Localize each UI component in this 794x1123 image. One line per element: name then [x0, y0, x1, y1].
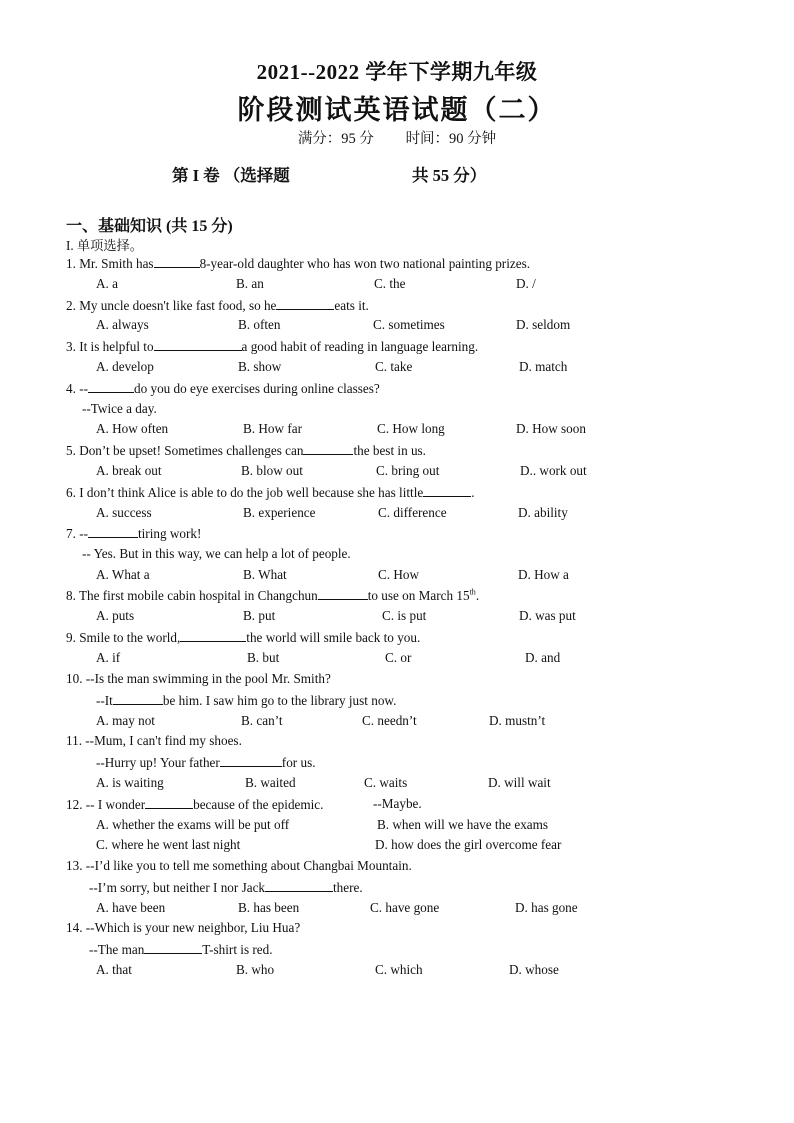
option-b: B. show: [238, 359, 282, 374]
option-c: C. waits: [364, 775, 408, 790]
option-a: A. always: [96, 317, 149, 332]
option-b: B. What: [243, 567, 287, 582]
option-c: C. How: [378, 567, 420, 582]
option-b: B. can’t: [241, 713, 283, 728]
exam-meta: [0, 127, 794, 148]
option-c: C. have gone: [370, 900, 440, 915]
option-b: B. blow out: [241, 463, 303, 478]
option-c: C. or: [385, 650, 412, 665]
option-b: B. waited: [245, 775, 296, 790]
question-11: 11. --Mum, I can't find my shoes.: [66, 733, 242, 748]
question-12-response: --Maybe.: [373, 796, 422, 811]
option-d: D. how does the girl overcome fear: [375, 837, 562, 852]
question-2: 2. My uncle doesn't like fast food, so he eats it.: [66, 298, 369, 313]
exam-time: 时间：90 分钟: [405, 131, 497, 147]
part-total: 共 55 分）: [412, 166, 487, 185]
option-a: A. puts: [96, 608, 135, 623]
question-3: 3. It is helpful to a good habit of reading in language learning.: [66, 339, 479, 354]
question-10-response: --It be him. I saw him go to the library just now.: [96, 693, 397, 708]
option-b: B. How far: [243, 421, 302, 436]
option-b: B. an: [236, 276, 264, 291]
option-d: D. How soon: [516, 421, 586, 436]
question-11-response: --Hurry up! Your father for us.: [96, 755, 316, 770]
question-7: 7. -- tiring work!: [66, 526, 202, 541]
option-c: C. which: [375, 962, 423, 977]
answer-blank: [423, 484, 471, 497]
question-4-response: --Twice a day.: [82, 401, 157, 416]
answer-blank: [145, 796, 193, 809]
option-d: D. and: [525, 650, 561, 665]
option-a: A. may not: [96, 713, 155, 728]
option-a: A. is waiting: [96, 775, 164, 790]
option-d: D. whose: [509, 962, 559, 977]
question-13: 13. --I’d like you to tell me something about Changbai Mountain.: [66, 858, 412, 873]
question-13-response: --I’m sorry, but neither I nor Jack there.: [89, 880, 363, 895]
option-c: C. take: [375, 359, 413, 374]
option-d: D. match: [519, 359, 568, 374]
option-d: D. seldom: [516, 317, 571, 332]
option-a: A. whether the exams will be put off: [96, 817, 290, 832]
answer-blank: [154, 255, 200, 268]
answer-blank: [88, 525, 138, 538]
option-d: D. /: [516, 276, 536, 291]
option-b: B. experience: [243, 505, 316, 520]
option-c: C. is put: [382, 608, 427, 623]
section-subtitle: I. 单项选择。: [66, 238, 143, 253]
question-10: 10. --Is the man swimming in the pool Mr. Smith?: [66, 671, 331, 686]
option-d: D.. work out: [520, 463, 587, 478]
option-b: B. when will we have the exams: [377, 817, 549, 832]
option-a: A. success: [96, 505, 152, 520]
exam-title-line2: 阶段测试英语试题（二）: [237, 95, 557, 125]
option-c: C. How long: [377, 421, 445, 436]
question-12: 12. -- I wonder because of the epidemic.: [66, 797, 324, 812]
option-b: B. put: [243, 608, 276, 623]
answer-blank: [113, 692, 163, 705]
question-4: 4. -- do you do eye exercises during online classes?: [66, 381, 380, 396]
option-b: B. has been: [238, 900, 300, 915]
option-b: B. but: [247, 650, 280, 665]
option-d: D. has gone: [515, 900, 578, 915]
full-score: 满分：95 分: [297, 131, 374, 147]
option-a: A. How often: [96, 421, 169, 436]
part-label: 第 I 卷 （选择题: [172, 166, 290, 185]
question-1: 1. Mr. Smith has 8-year-old daughter who has won two national painting prizes.: [66, 256, 530, 271]
question-8: 8. The first mobile cabin hospital in Changchun to use on March 15th.: [66, 587, 480, 603]
option-a: A. What a: [96, 567, 150, 582]
answer-blank: [180, 629, 246, 642]
option-a: A. have been: [96, 900, 166, 915]
question-5: 5. Don’t be upset! Sometimes challenges can the best in us.: [66, 443, 426, 458]
option-d: D. will wait: [488, 775, 551, 790]
answer-blank: [303, 442, 353, 455]
option-c: C. difference: [378, 505, 447, 520]
question-14-response: --The man T-shirt is red.: [89, 942, 273, 957]
question-7-response: -- Yes. But in this way, we can help a lot of people.: [82, 546, 351, 561]
option-a: A. that: [96, 962, 132, 977]
option-a: A. develop: [96, 359, 154, 374]
option-d: D. was put: [519, 608, 576, 623]
option-a: A. break out: [96, 463, 162, 478]
option-d: D. mustn’t: [489, 713, 546, 728]
option-c: C. where he went last night: [96, 837, 241, 852]
question-14: 14. --Which is your new neighbor, Liu Hua?: [66, 920, 301, 935]
answer-blank: [265, 879, 333, 892]
answer-blank: [220, 754, 282, 767]
section-title: 一、基础知识 (共 15 分): [66, 218, 233, 235]
answer-blank: [154, 338, 242, 351]
option-c: C. bring out: [376, 463, 440, 478]
answer-blank: [88, 380, 134, 393]
question-6: 6. I don’t think Alice is able to do the job well because she has little .: [66, 485, 475, 500]
option-a: A. a: [96, 276, 118, 291]
option-b: B. who: [236, 962, 275, 977]
option-c: C. sometimes: [373, 317, 445, 332]
exam-title-line1: 2021--2022 学年下学期九年级: [256, 60, 538, 84]
option-d: D. How a: [518, 567, 569, 582]
option-a: A. if: [96, 650, 121, 665]
question-9: 9. Smile to the world, the world will smile back to you.: [66, 630, 421, 645]
answer-blank: [318, 587, 368, 600]
answer-blank: [276, 297, 334, 310]
option-c: C. needn’t: [362, 713, 417, 728]
answer-blank: [144, 941, 202, 954]
option-b: B. often: [238, 317, 281, 332]
option-d: D. ability: [518, 505, 568, 520]
option-c: C. the: [374, 276, 406, 291]
